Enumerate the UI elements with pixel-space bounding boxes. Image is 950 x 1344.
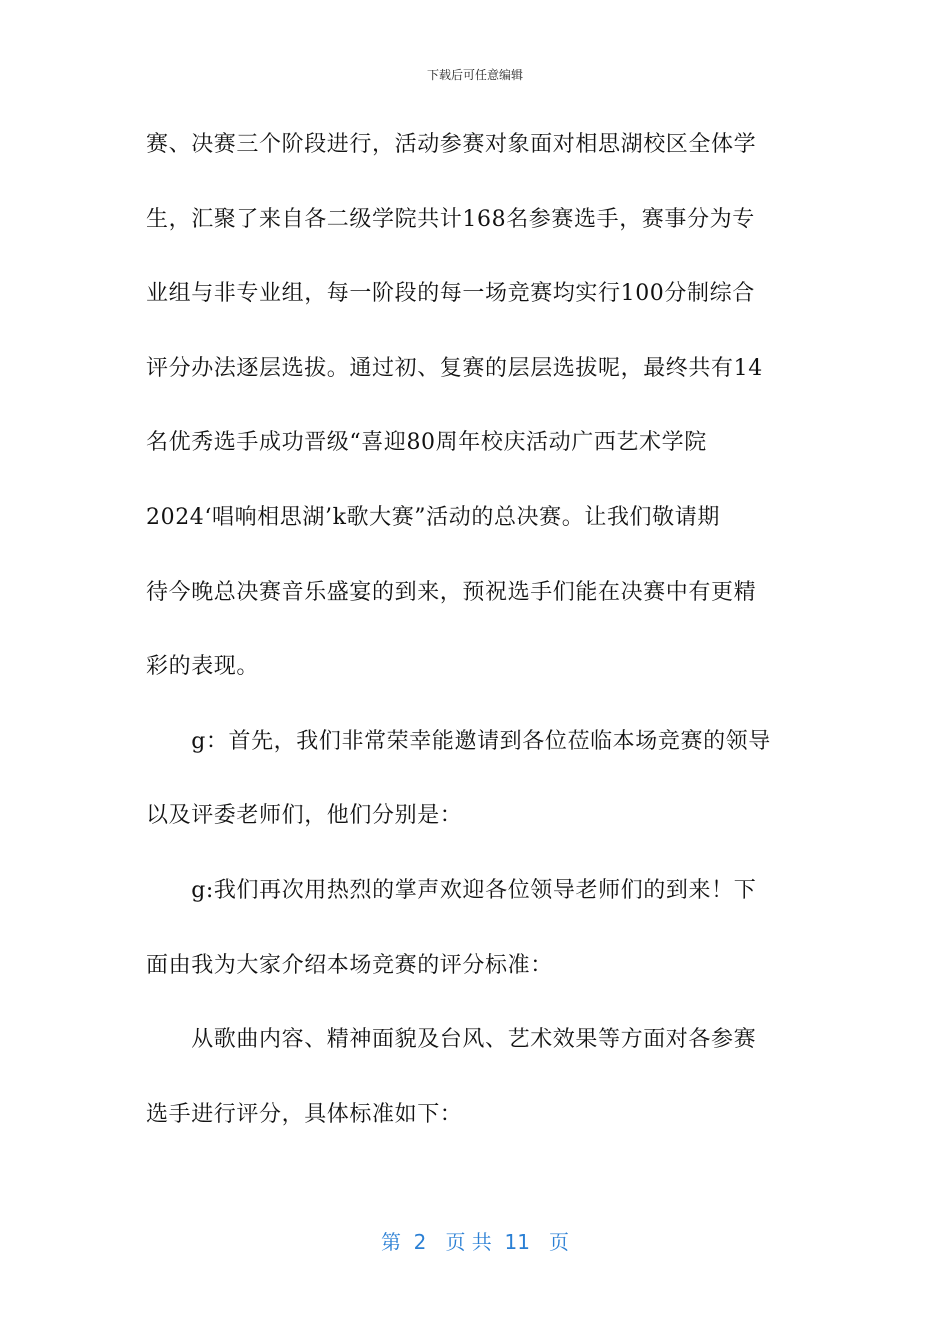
text-line: 面由我为大家介绍本场竞赛的评分标准： <box>146 952 553 978</box>
page-number-footer: 第 2 页 共 11 页 <box>380 1230 570 1254</box>
document-body <box>146 122 806 1166</box>
text-line: 选手进行评分，具体标准如下： <box>146 1101 463 1127</box>
text-line: g：首先，我们非常荣幸能邀请到各位莅临本场竞赛的领导 <box>146 728 771 754</box>
text-line: g:我们再次用热烈的掌声欢迎各位领导老师们的到来！下 <box>146 877 757 903</box>
text-line: 从歌曲内容、精神面貌及台风、艺术效果等方面对各参赛 <box>146 1027 757 1053</box>
text-line: 2024‘唱响相思湖’k歌大赛”活动的总决赛。让我们敬请期 <box>146 504 720 530</box>
text-line: 待今晚总决赛音乐盛宴的到来，预祝选手们能在决赛中有更精 <box>146 579 757 605</box>
text-line: 业组与非专业组，每一阶段的每一场竞赛均实行100分制综合 <box>146 281 755 307</box>
text-line: 名优秀选手成功晋级“喜迎80周年校庆活动广西艺术学院 <box>146 430 707 456</box>
text-line: 彩的表现。 <box>146 654 260 680</box>
text-line: 赛、决赛三个阶段进行，活动参赛对象面对相思湖校区全体学 <box>146 132 757 157</box>
text-line: 以及评委老师们，他们分别是： <box>146 803 463 829</box>
text-line: 生，汇聚了来自各二级学院共计168名参赛选手，赛事分为专 <box>146 206 755 232</box>
text-line: 评分办法逐层选拔。通过初、复赛的层层选拔呢，最终共有14 <box>146 355 763 381</box>
page-header: 下载后可任意编辑 <box>426 68 523 82</box>
